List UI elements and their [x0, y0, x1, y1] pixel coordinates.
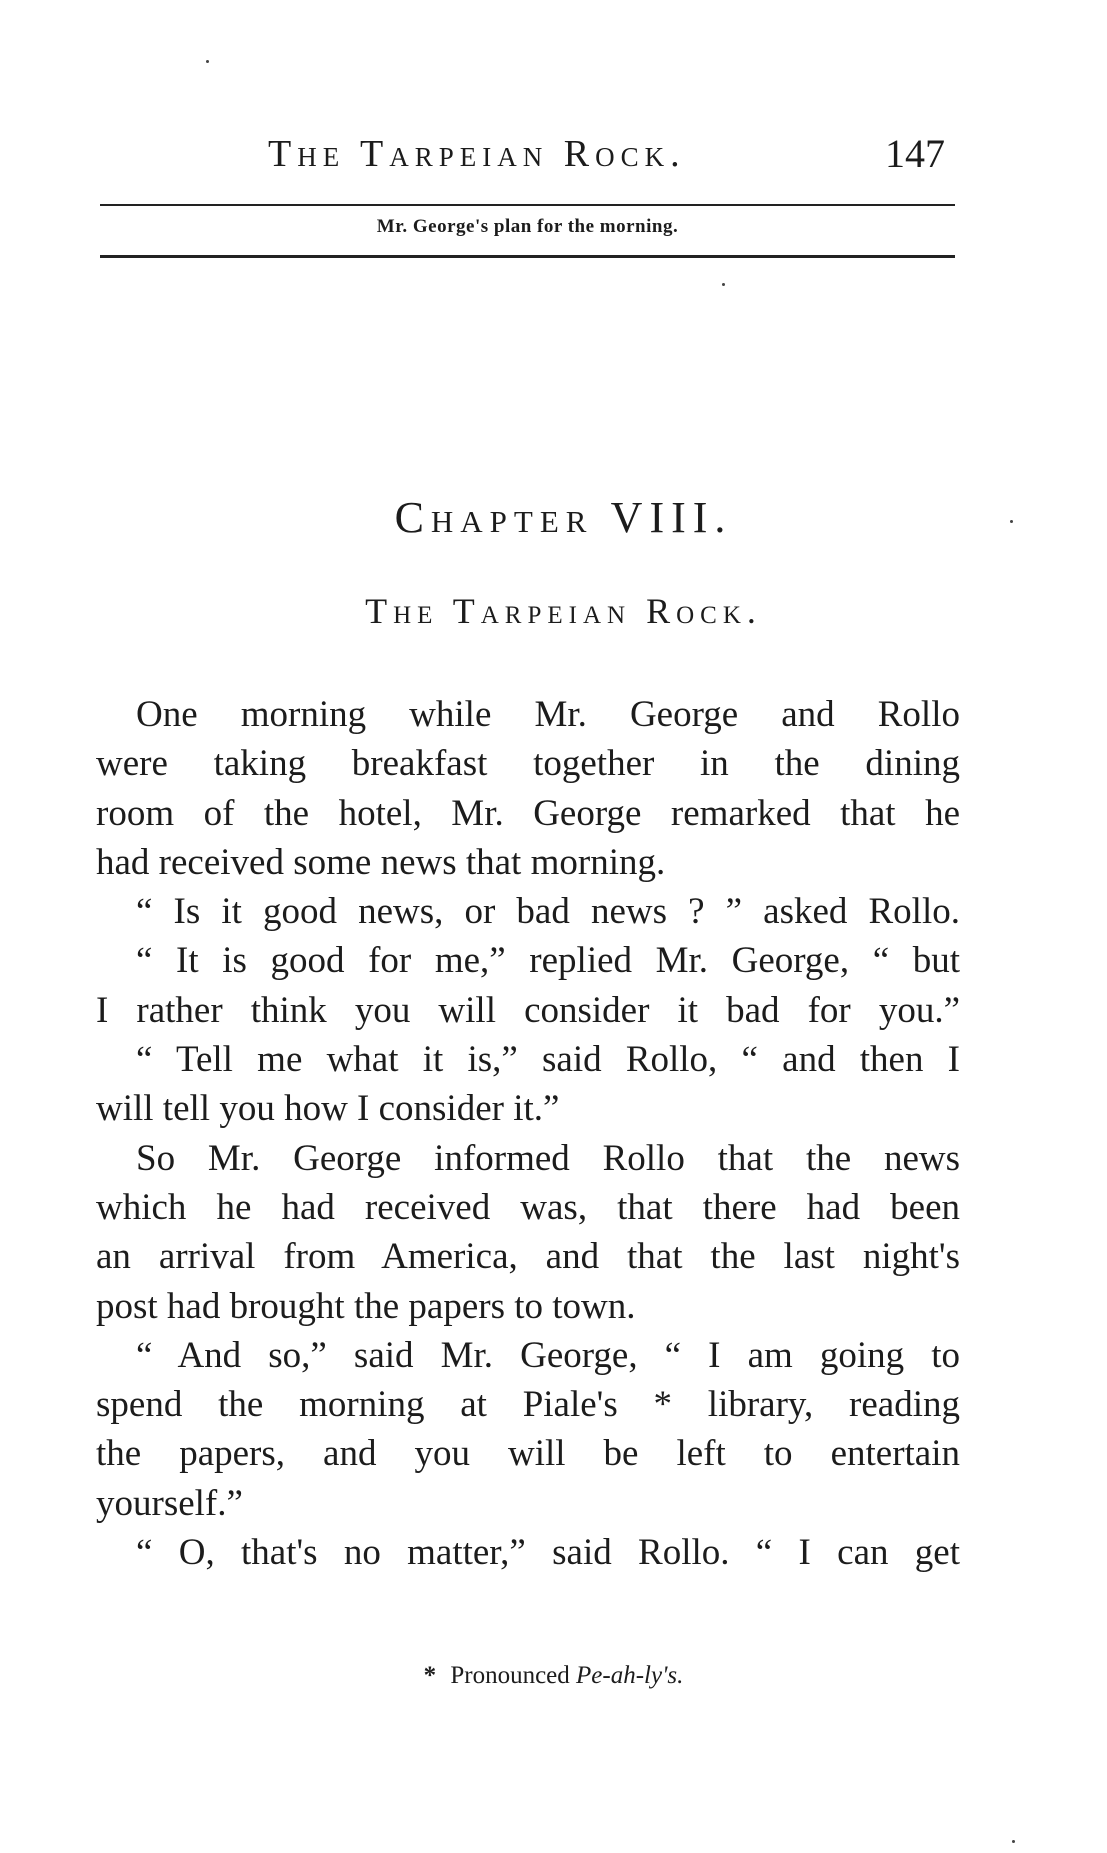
text-line: I rather think you will consider it bad for you.”: [96, 989, 960, 1031]
text-line: room of the hotel, Mr. George remarked that he: [96, 792, 960, 834]
chapter-number: Chapter VIII.: [394, 493, 733, 542]
text-line: “ And so,” said Mr. George, “ I am going to: [136, 1334, 960, 1376]
text-line: One morning while Mr. George and Rollo: [136, 694, 960, 735]
text-line: “ It is good for me,” replied Mr. George, “ but: [136, 940, 960, 982]
footnote-text: Pronounced: [450, 1662, 570, 1689]
text-line: So Mr. George informed Rollo that the news: [136, 1137, 960, 1179]
footnote-pronunciation: Pe-ah-ly's.: [576, 1662, 684, 1689]
text-line: “ Is it good news, or bad news ? ” asked Rollo.: [136, 891, 960, 933]
section-note: Mr. George's plan for the morning.: [376, 216, 679, 237]
text-line: were taking breakfast together in the dining: [96, 743, 960, 785]
header-rule-top: [100, 204, 955, 206]
text-line: will tell you how I consider it.”: [96, 1088, 560, 1130]
text-line: yourself.”: [96, 1482, 243, 1524]
text-line: which he had received was, that there had been: [96, 1186, 960, 1228]
running-head: [100, 130, 955, 176]
text-line: “ Tell me what it is,” said Rollo, “ and then I: [136, 1039, 960, 1081]
footnote-marker: *: [423, 1662, 437, 1689]
ink-speck: [1010, 520, 1013, 523]
ink-speck: [1012, 1840, 1015, 1843]
page-number: 147: [885, 131, 945, 176]
text-line: spend the morning at Piale's * library, reading: [96, 1384, 960, 1426]
text-line: had received some news that morning.: [96, 841, 666, 883]
running-title: The Tarpeian Rock.: [268, 133, 686, 175]
header-rule-bottom: [100, 255, 955, 258]
body-text: [96, 690, 960, 1577]
chapter-title: The Tarpeian Rock.: [365, 591, 762, 631]
text-line: the papers, and you will be left to entertain: [96, 1433, 960, 1475]
text-line: an arrival from America, and that the last night's: [96, 1236, 960, 1278]
ink-speck: [722, 283, 725, 286]
footnote: [0, 1662, 1107, 1690]
text-line: post had brought the papers to town.: [96, 1285, 636, 1327]
ink-speck: [206, 60, 209, 63]
text-line: “ O, that's no matter,” said Rollo. “ I can get: [136, 1532, 960, 1574]
